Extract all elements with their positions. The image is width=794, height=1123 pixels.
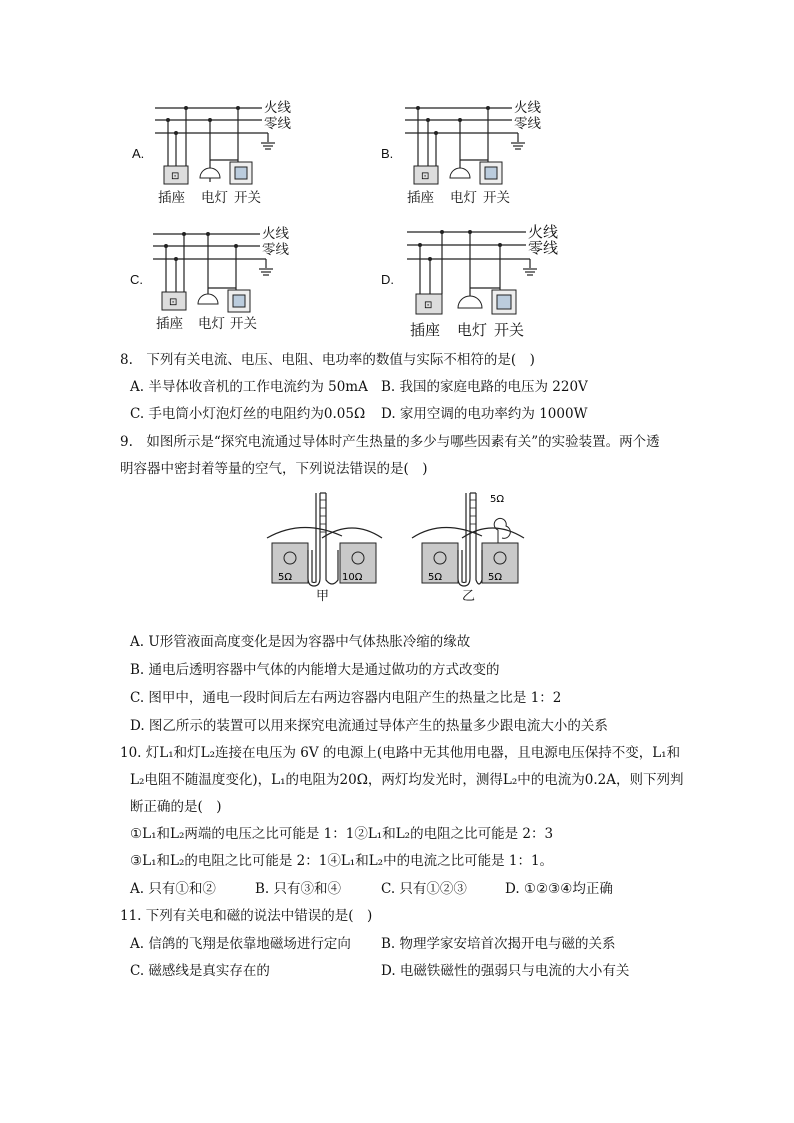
q9-option-d[interactable]: D. 图乙所示的装置可以用来探究电流通过导体产生的热量多少跟电流大小的关系 <box>130 718 608 734</box>
q8-option-d[interactable]: D. 家用空调的电功率约为 1000W <box>381 406 588 422</box>
circuit-a-socket-label: 插座 <box>158 190 185 206</box>
circuit-d-lamp-label: 电灯 <box>457 321 488 339</box>
q8-option-c[interactable]: C. 手电筒小灯泡灯丝的电阻约为0.05Ω <box>130 406 366 422</box>
option-d-letter: D. <box>381 272 394 287</box>
svg-text:⊡: ⊡ <box>424 300 433 311</box>
circuit-b-live-label: 火线 <box>514 100 541 116</box>
yi-label: 乙 <box>462 589 476 604</box>
option-b-letter: B. <box>381 146 394 161</box>
svg-text:⊡: ⊡ <box>171 171 180 182</box>
q8-option-b[interactable]: B. 我国的家庭电路的电压为 220V <box>381 379 588 395</box>
q8-stem: 8. 下列有关电流、电压、电阻、电功率的数值与实际不相符的是( ) <box>120 352 535 368</box>
q11-option-d[interactable]: D. 电磁铁磁性的强弱只与电流的大小有关 <box>381 963 630 979</box>
q9-figure <box>262 488 532 608</box>
circuit-a-switch-label: 开关 <box>234 190 261 206</box>
q10-option-c[interactable]: C. 只有①②③ <box>381 881 467 897</box>
q10-statement-1: ①L₁和L₂两端的电压之比可能是 1：1②L₁和L₂的电阻之比可能是 2：3 <box>130 826 554 842</box>
q9-stem-line2: 明容器中密封着等量的空气，下列说法错误的是( ) <box>120 461 428 477</box>
circuit-c-lamp-label: 电灯 <box>198 316 225 332</box>
q11-option-c[interactable]: C. 磁感线是真实存在的 <box>130 963 270 979</box>
svg-text:⊡: ⊡ <box>421 171 430 182</box>
q11-option-a[interactable]: A. 信鸽的飞翔是依靠地磁场进行定向 <box>130 936 351 952</box>
circuit-c-socket-label: 插座 <box>156 316 183 332</box>
yi-r3: 5Ω <box>490 494 505 505</box>
yi-r1: 5Ω <box>428 572 443 583</box>
q11-stem: 11. 下列有关电和磁的说法中错误的是( ) <box>120 908 373 924</box>
jia-label: 甲 <box>316 589 330 604</box>
q9-option-b[interactable]: B. 通电后透明容器中气体的内能增大是通过做功的方式改变的 <box>130 662 500 678</box>
circuit-b-lamp-label: 电灯 <box>450 190 477 206</box>
q10-stem-line2: L₂电阻不随温度变化)，L₁的电阻为20Ω，两灯均发光时，测得L₂中的电流为0.2A，则下列判 <box>130 772 684 788</box>
q10-stem-line3: 断正确的是( ) <box>130 799 222 815</box>
q10-statement-2: ③L₁和L₂的电阻之比可能是 2：1④L₁和L₂中的电流之比可能是 1：1。 <box>130 853 554 869</box>
circuit-d-live-label: 火线 <box>528 223 559 241</box>
circuit-c-neutral-label: 零线 <box>262 242 289 258</box>
q10-option-b[interactable]: B. 只有③和④ <box>255 881 342 897</box>
circuit-a-neutral-label: 零线 <box>264 116 291 132</box>
circuit-b-socket-label: 插座 <box>407 190 434 206</box>
circuit-a-lamp-label: 电灯 <box>201 190 228 206</box>
jia-r2: 10Ω <box>342 572 363 583</box>
q10-stem-line1: 10. 灯L₁和灯L₂连接在电压为 6V 的电源上(电路中无其他用电器，且电源电压保持不变，L₁和 <box>120 745 681 761</box>
q10-option-a[interactable]: A. 只有①和② <box>130 881 216 897</box>
q8-option-a[interactable]: A. 半导体收音机的工作电流约为 50mA <box>130 379 368 395</box>
option-a-letter: A. <box>132 146 145 161</box>
circuit-c-switch-label: 开关 <box>230 316 257 332</box>
circuit-d-neutral-label: 零线 <box>528 239 559 257</box>
yi-r2: 5Ω <box>488 572 503 583</box>
circuit-b-switch-label: 开关 <box>483 190 510 206</box>
circuit-c-live-label: 火线 <box>262 226 289 242</box>
circuit-b-neutral-label: 零线 <box>514 116 541 132</box>
q10-option-d[interactable]: D. ①②③④均正确 <box>505 881 613 897</box>
circuit-d-switch-label: 开关 <box>494 321 525 339</box>
option-c-letter: C. <box>130 272 143 287</box>
q9-stem-line1: 9. 如图所示是“探究电流通过导体时产生热量的多少与哪些因素有关”的实验装置。两个透 <box>120 434 660 450</box>
q9-option-a[interactable]: A. U形管液面高度变化是因为容器中气体热胀冷缩的缘故 <box>130 634 471 650</box>
svg-text:⊡: ⊡ <box>169 297 178 308</box>
q9-option-c[interactable]: C. 图甲中，通电一段时间后左右两边容器内电阻产生的热量之比是 1：2 <box>130 690 562 706</box>
q11-option-b[interactable]: B. 物理学家安培首次揭开电与磁的关系 <box>381 936 616 952</box>
circuit-d-socket-label: 插座 <box>410 321 441 339</box>
jia-r1: 5Ω <box>278 572 293 583</box>
circuit-a-live-label: 火线 <box>264 100 291 116</box>
